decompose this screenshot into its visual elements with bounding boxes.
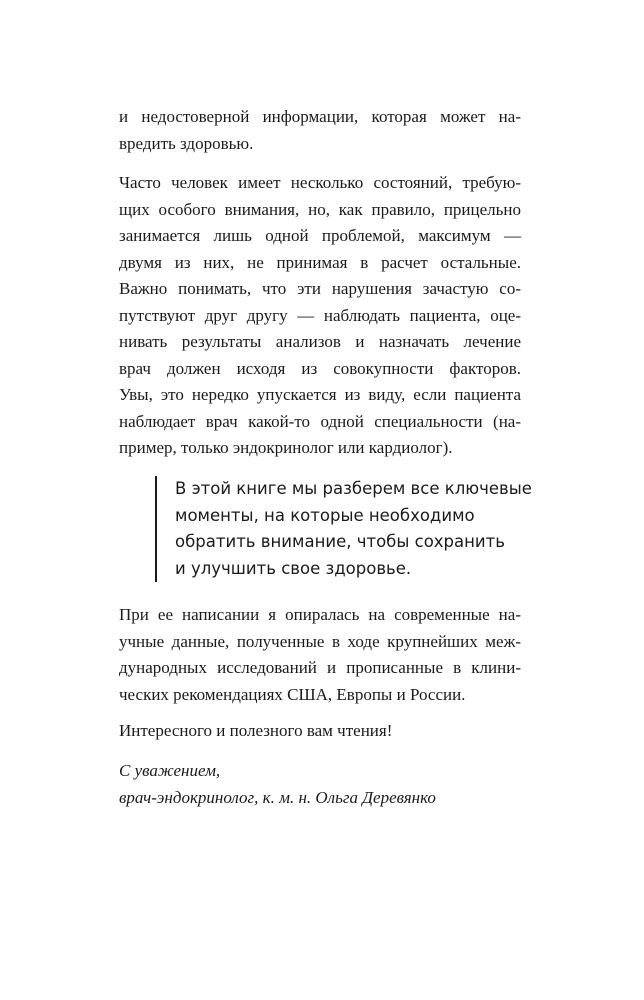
quote-line: моменты, на которые необходимо [175, 505, 475, 525]
signature-author: врач-эндокринолог, к. м. н. Ольга Деревянко [119, 787, 436, 807]
signature-greeting: С уважением, [119, 761, 221, 780]
paragraph-research [119, 602, 521, 708]
text-line: Интересного и полезного вам чтения! [119, 721, 393, 740]
text-line: врач должен исходя из совокупности факторов. [119, 358, 521, 378]
text-line: занимается лишь одной проблемой, максимум — [119, 226, 521, 245]
quote-line: В этой книге мы разберем все ключевые [175, 479, 532, 498]
text-line: учные данные, полученные в ходе крупнейших меж- [119, 631, 521, 651]
text-line: и недостоверной информации, которая может на- [119, 107, 521, 126]
text-line: дународных исследований и прописанные в клини- [119, 658, 521, 677]
text-line: вредить здоровью. [119, 133, 254, 153]
signature [119, 758, 521, 811]
text-line: пример, только эндокринолог или кардиолог). [119, 438, 453, 457]
text-line: При ее написании я опиралась на современные на- [119, 605, 521, 624]
text-line: Увы, это нередко упускается из виду, если пациента [119, 385, 521, 404]
text-line: ческих рекомендациях США, Европы и России. [119, 684, 466, 704]
paragraph-continuation [119, 104, 521, 157]
text-line: двумя из них, не принимая в расчет остальные. [119, 252, 521, 272]
text-line: Важно понимать, что эти нарушения зачастую со- [119, 279, 521, 298]
text-line: наблюдает врач какой-то одной специальности (на- [119, 411, 521, 431]
text-line: нивать результаты анализов и назначать лечение [119, 332, 521, 351]
text-line: путствуют друг другу — наблюдать пациента, оце- [119, 305, 521, 325]
pull-quote [155, 476, 537, 582]
text-line: Часто человек имеет несколько состояний, требую- [119, 173, 521, 192]
quote-line: и улучшить свое здоровье. [175, 558, 412, 578]
text-line: щих особого внимания, но, как правило, прицельно [119, 199, 521, 219]
paragraph-wish [119, 718, 521, 745]
quote-line: обратить внимание, чтобы сохранить [175, 532, 505, 551]
paragraph-main [119, 170, 521, 462]
pull-quote-text [175, 476, 532, 582]
